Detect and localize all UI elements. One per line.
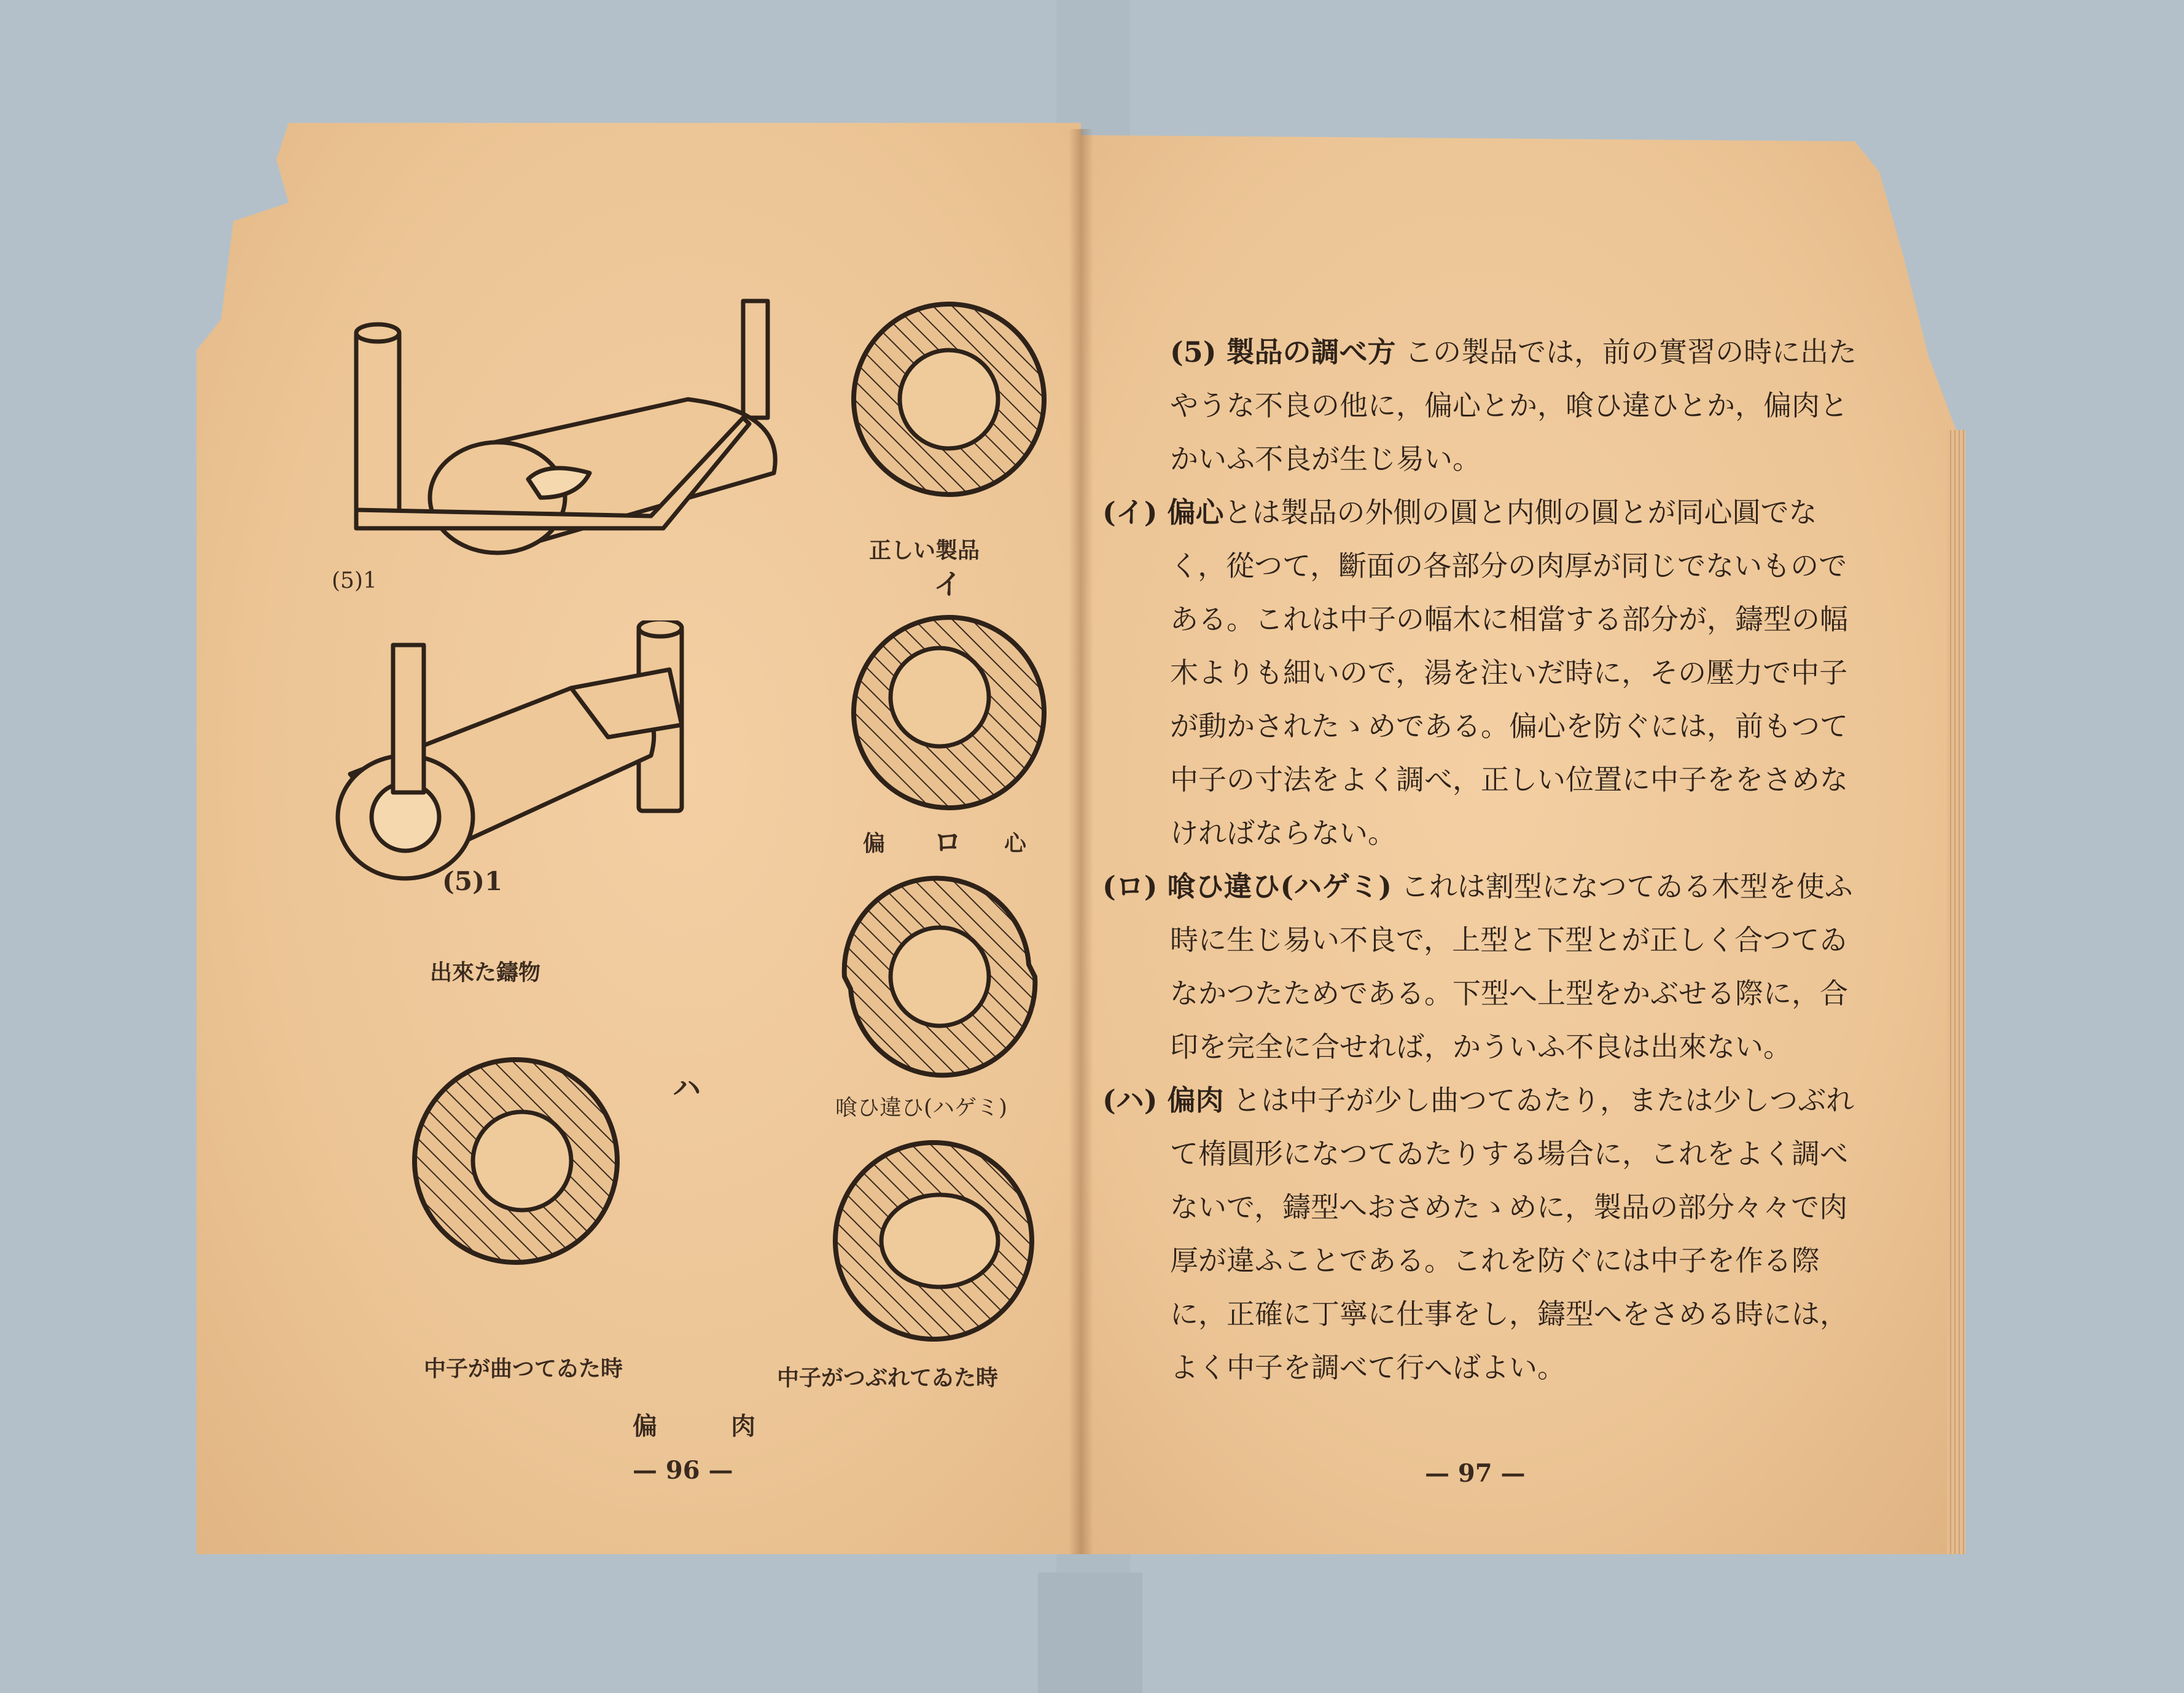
section-paragraph bbox=[1102, 326, 1864, 486]
right-page-number: — 97 — bbox=[1425, 1459, 1526, 1488]
ring-mismatch bbox=[826, 869, 1053, 1084]
left-page-number: — 96 — bbox=[633, 1456, 733, 1485]
body-text bbox=[1102, 326, 1864, 1394]
section-text: これは割型になつてゐる木型を使ふ時に生じ易い不良で，上型と下型とが正しく合つてゐなかつたためである。下型へ上型をかぶせる際に，合印を完全に合せれば，かういふ不良は出來ない。 bbox=[1170, 870, 1853, 1063]
bent-letter: ハ bbox=[673, 1071, 701, 1105]
ring-crushed-core bbox=[826, 1136, 1041, 1345]
mismatch-caption: 喰ひ違ひ(ハゲミ) bbox=[835, 1095, 1008, 1120]
section-text: とは中子が少し曲つてゐたり，または少しつぶれて楕圓形になつてゐたりする場合に，これをよく調べないで，鑄型へおさめたゝめに，製品の部分々々で肉厚が違ふことである。これを防ぐには中子を作る際に，正確に丁寧に仕事をし，鑄型へをさめる時には，よく中子を調べて行へばよい。 bbox=[1170, 1084, 1855, 1384]
section-text: とは製品の外側の圓と内側の圓とが同心圓でなく，從つて，斷面の各部分の肉厚が同じでないものである。これは中子の幅木に相當する部分が，鑄型の幅木よりも細いので，湯を注いだ時に，その壓力で中子が動かされたゝめである。偏心を防ぐには，前もつて中子の寸法をよく調べ，正しい位置に中子ををさめなければならない。 bbox=[1170, 496, 1848, 850]
crushed-core-caption: 中子がつぶれてゐた時 bbox=[777, 1365, 999, 1391]
ring-eccentric bbox=[848, 611, 1050, 814]
section-heading: (イ) 偏心 bbox=[1102, 496, 1224, 529]
ring-bent-core bbox=[408, 1054, 623, 1269]
section-paragraph bbox=[1102, 860, 1864, 1074]
bent-core-caption: 中子が曲つてゐた時 bbox=[424, 1356, 623, 1382]
page-edges bbox=[1947, 430, 1965, 1554]
eccentric-letter: ロ bbox=[934, 826, 962, 859]
section-paragraph bbox=[1102, 486, 1864, 860]
eccentric-caption-a: 偏 bbox=[863, 831, 886, 856]
mold-drawing-top bbox=[344, 295, 798, 577]
section-heading: (5) 製品の調べ方 bbox=[1170, 335, 1396, 369]
section-paragraph bbox=[1102, 1074, 1864, 1394]
uneven-caption-a: 偏 bbox=[633, 1412, 657, 1441]
book-gutter bbox=[1069, 129, 1093, 1554]
section-heading: (ロ) 喰ひ違ひ(ハゲミ) bbox=[1102, 870, 1392, 903]
mold-label-top: (5)1 bbox=[332, 568, 377, 593]
uneven-caption-b: 肉 bbox=[731, 1412, 755, 1441]
section-text: この製品では，前の實習の時に出たやうな不良の他に，偏心とか，喰ひ違ひとか，偏肉とかいふ不良が生じ易い。 bbox=[1170, 335, 1857, 475]
eccentric-caption-b: 心 bbox=[1004, 831, 1027, 856]
ring-correct-product bbox=[848, 298, 1050, 501]
section-heading: (ハ) 偏肉 bbox=[1102, 1084, 1224, 1117]
correct-product-label: 正しい製品 bbox=[869, 538, 980, 563]
mold-caption: 出來た鑄物 bbox=[430, 960, 541, 985]
correct-letter: イ bbox=[934, 568, 962, 601]
mold-label-bottom: (5)1 bbox=[442, 866, 503, 896]
mold-drawing-bottom bbox=[326, 620, 792, 891]
